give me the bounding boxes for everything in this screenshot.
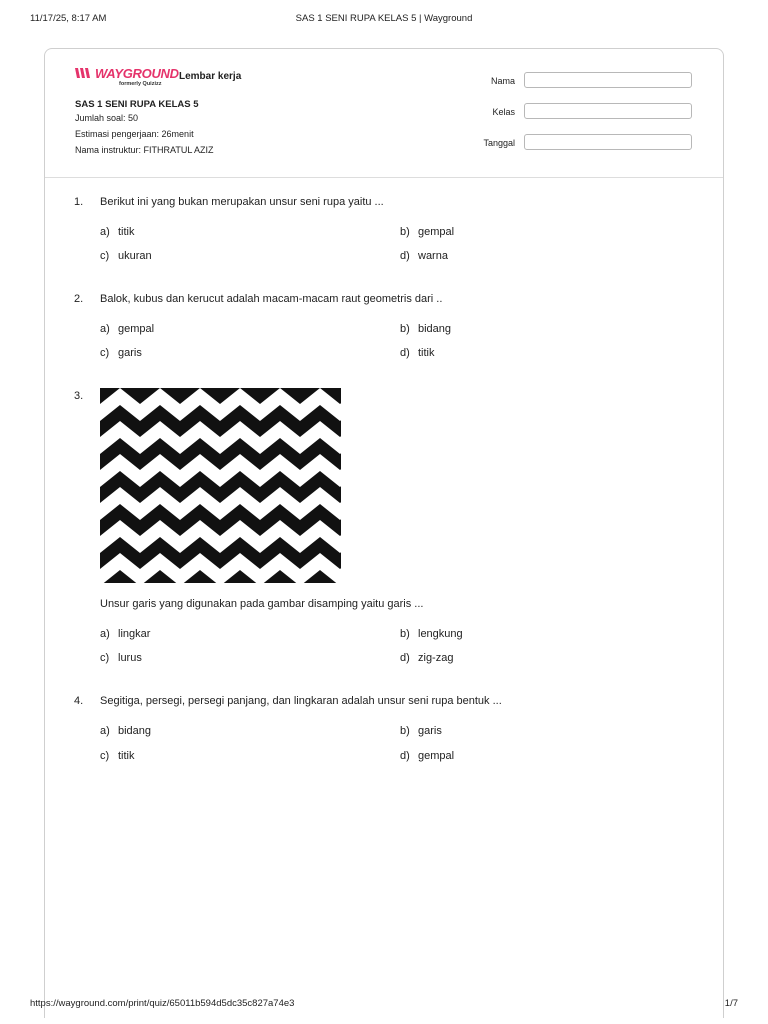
print-url: https://wayground.com/print/quiz/65011b594d5dc35c827a74e3 (30, 998, 295, 1009)
quiz-title: SAS 1 SENI RUPA KELAS 5 (75, 99, 199, 110)
wayground-logo (75, 66, 179, 92)
brand-name: WAYGROUND (95, 66, 179, 81)
class-label: Kelas (492, 107, 515, 117)
option-a[interactable]: a) lingkar (100, 628, 151, 640)
time-estimate: Estimasi pengerjaan: 26menit (75, 129, 194, 139)
option-d[interactable]: d) gempal (400, 750, 455, 762)
date-label: Tanggal (483, 138, 515, 148)
question-number: 2. (74, 293, 84, 305)
question-number: 4. (74, 695, 84, 707)
brand-tagline: formerly Quizizz (119, 81, 162, 87)
date-input[interactable] (524, 134, 692, 150)
worksheet-header (45, 49, 723, 178)
option-c[interactable]: c) titik (100, 750, 135, 762)
option-b[interactable]: b) bidang (400, 323, 452, 335)
print-timestamp: 11/17/25, 8:17 AM (30, 13, 107, 24)
option-b[interactable]: b) lengkung (400, 628, 463, 640)
option-a[interactable]: a) bidang (100, 725, 152, 737)
option-a[interactable]: a) gempal (100, 323, 155, 335)
print-header (0, 13, 768, 27)
option-c[interactable]: c) ukuran (100, 250, 152, 262)
option-b[interactable]: b) gempal (400, 226, 455, 238)
option-d[interactable]: d) titik (400, 347, 435, 359)
option-c[interactable]: c) garis (100, 347, 142, 359)
class-input[interactable] (524, 103, 692, 119)
question-number: 3. (74, 390, 84, 402)
option-d[interactable]: d) warna (400, 250, 448, 262)
option-b[interactable]: b) garis (400, 725, 442, 737)
option-d[interactable]: d) zig-zag (400, 652, 454, 664)
question-text: Berikut ini yang bukan merupakan unsur seni rupa yaitu ... (100, 196, 384, 208)
name-label: Nama (490, 76, 515, 86)
question-text: Unsur garis yang digunakan pada gambar disamping yaitu garis ... (100, 598, 424, 610)
print-title: SAS 1 SENI RUPA KELAS 5 | Wayground (295, 13, 473, 24)
question-number: 1. (74, 196, 84, 208)
option-c[interactable]: c) lurus (100, 652, 142, 664)
zigzag-pattern-image (100, 388, 341, 583)
name-input[interactable] (524, 72, 692, 88)
logo-mark-icon (75, 67, 93, 79)
sheet-kind: Lembar kerja (179, 71, 242, 82)
question-count: Jumlah soal: 50 (75, 113, 139, 123)
zigzag-pattern-icon (100, 388, 341, 583)
instructor-name: Nama instruktur: FITHRATUL AZIZ (75, 145, 214, 155)
question-text: Segitiga, persegi, persegi panjang, dan lingkaran adalah unsur seni rupa bentuk ... (100, 695, 502, 707)
question-text: Balok, kubus dan kerucut adalah macam-macam raut geometris dari .. (100, 293, 443, 305)
option-a[interactable]: a) titik (100, 226, 135, 238)
page-number: 1/7 (724, 998, 738, 1009)
